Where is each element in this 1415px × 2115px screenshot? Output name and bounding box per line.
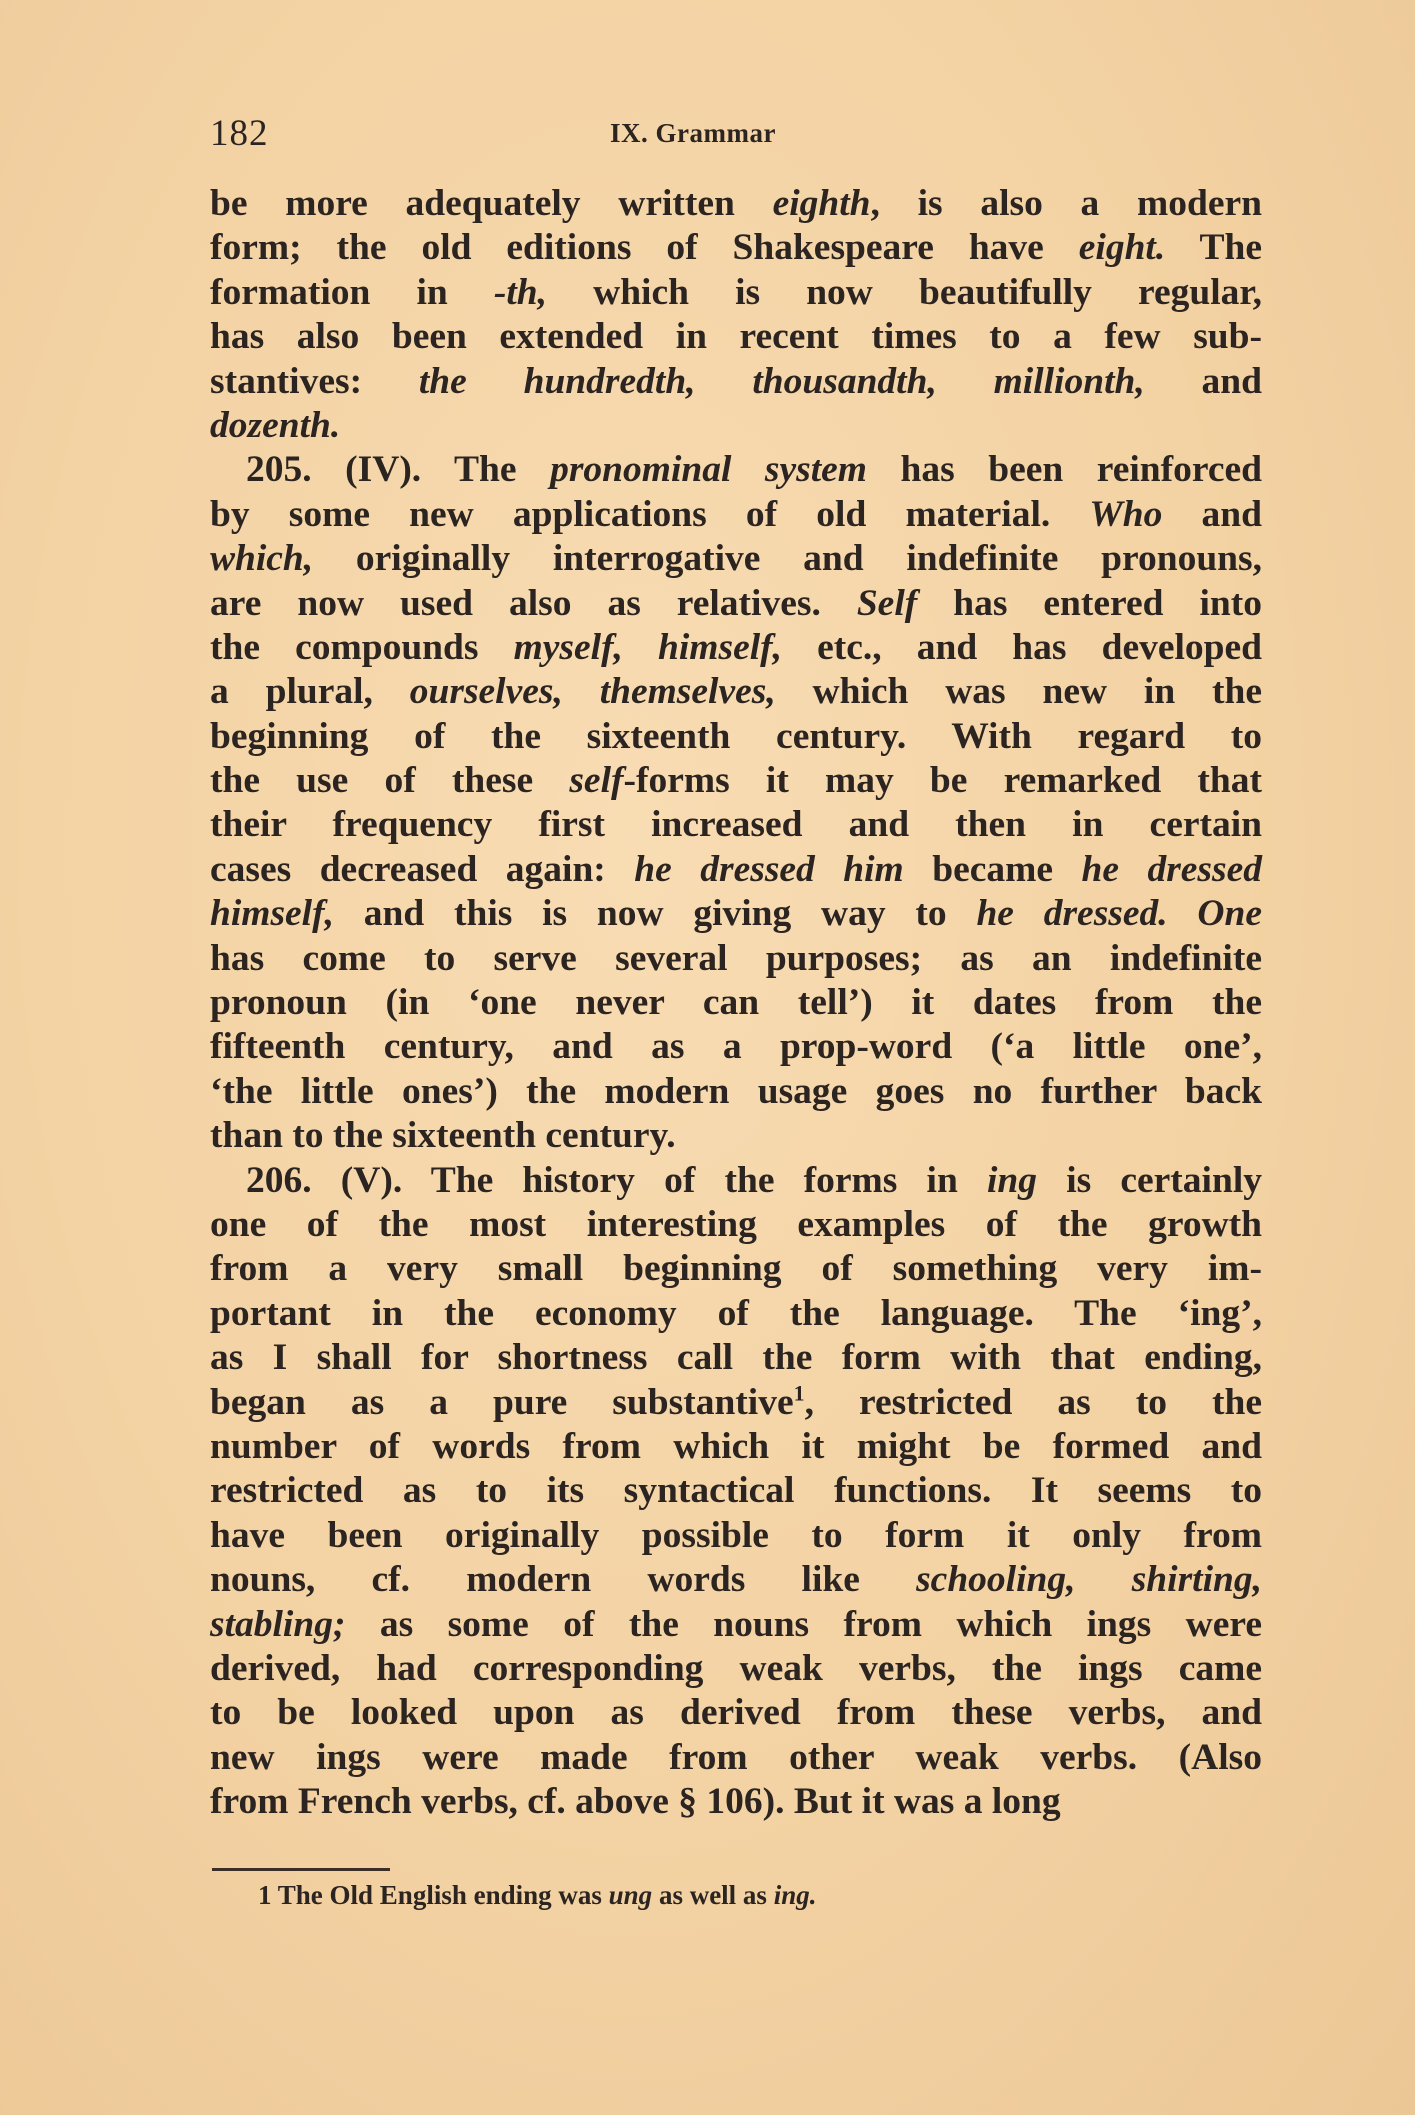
- page-header: [210, 112, 1262, 162]
- paragraph-1: [210, 182, 1262, 448]
- text-line: 205. (IV). The pronominal system has been reinforced: [246, 449, 1262, 491]
- text-line: the compounds myself, himself, etc., and has developed: [210, 626, 1263, 668]
- text-line: restricted as to its syntactical functions. It seems to: [210, 1470, 1262, 1512]
- text-line: has come to serve several purposes; as an indefinite: [210, 937, 1262, 979]
- text-line: dozenth.: [210, 404, 341, 446]
- text-line: began as a pure substantive$^1$, restricted as to the: [210, 1380, 1262, 1423]
- text-line: portant in the economy of the language. The ‘ing’,: [210, 1292, 1262, 1334]
- text-line: derived, had corresponding weak verbs, the ings came: [210, 1647, 1262, 1689]
- text-line: the use of these self-forms it may be remarked that: [210, 760, 1263, 802]
- body-text: [210, 182, 1262, 1824]
- text-line: nouns, cf. modern words like schooling, shirting,: [210, 1559, 1262, 1601]
- text-line: than to the sixteenth century.: [210, 1115, 676, 1157]
- text-line: stabling; as some of the nouns from which ings were: [210, 1603, 1262, 1645]
- text-line: a plural, ourselves, themselves, which was new in the: [210, 671, 1262, 713]
- footnote: 1 The Old English ending was ung as well as ing.: [258, 1880, 817, 1910]
- text-line: which, originally interrogative and indefinite pronouns,: [210, 538, 1262, 580]
- running-head: IX. Grammar: [610, 118, 776, 148]
- paragraph-206: [210, 1159, 1262, 1825]
- text-line: their frequency first increased and then in certain: [210, 804, 1262, 846]
- text-line: new ings were made from other weak verbs. (Also: [210, 1736, 1262, 1778]
- text-line: as I shall for shortness call the form with that ending,: [210, 1337, 1262, 1379]
- text-line: to be looked upon as derived from these verbs, and: [210, 1692, 1262, 1734]
- text-line: cases decreased again: he dressed him became he dressed: [210, 848, 1263, 890]
- text-line: beginning of the sixteenth century. With regard to: [210, 715, 1262, 757]
- text-line: pronoun (in ‘one never can tell’) it dates from the: [210, 982, 1262, 1024]
- text-line: by some new applications of old material. Who and: [210, 493, 1262, 535]
- footnote-rule: [212, 1868, 390, 1871]
- text-line: have been originally possible to form it only from: [210, 1514, 1262, 1556]
- page-number: 182: [210, 113, 269, 154]
- paragraph-205: [210, 448, 1262, 1158]
- text-line: be more adequately written eighth, is also a modern: [210, 183, 1263, 224]
- text-line: has also been extended in recent times to a few sub-: [210, 316, 1262, 358]
- text-line: from French verbs, cf. above § 106). But it was a long: [210, 1781, 1061, 1823]
- text-line: formation in -th, which is now beautifully regular,: [210, 271, 1262, 313]
- text-line: are now used also as relatives. Self has entered into: [210, 582, 1262, 624]
- text-line: from a very small beginning of something very im-: [210, 1248, 1262, 1290]
- text-line: number of words from which it might be formed and: [210, 1425, 1262, 1467]
- text-line: ‘the little ones’) the modern usage goes no further back: [210, 1070, 1262, 1112]
- text-line: himself, and this is now giving way to he dressed. One: [210, 893, 1263, 935]
- text-line: one of the most interesting examples of the growth: [210, 1203, 1262, 1245]
- text-line: stantives: the hundredth, thousandth, millionth, and: [210, 360, 1262, 402]
- text-line: form; the old editions of Shakespeare have eight. The: [210, 227, 1262, 269]
- text-line: 206. (V). The history of the forms in ing is certainly: [246, 1159, 1262, 1201]
- text-line: fifteenth century, and as a prop-word (‘a little one’,: [210, 1026, 1262, 1068]
